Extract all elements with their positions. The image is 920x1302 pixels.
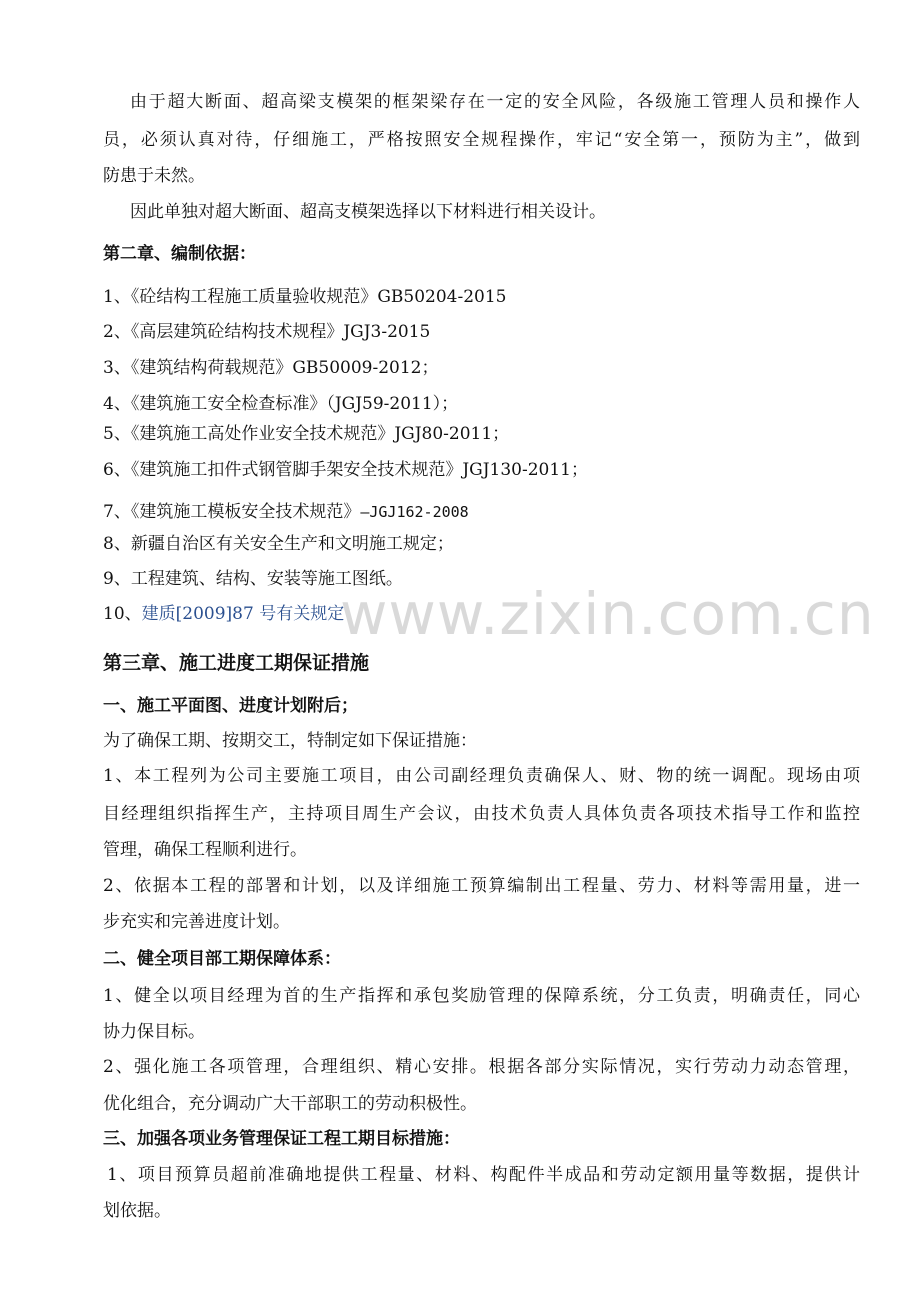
section-1-p2-line-1: 2、依据本工程的部署和计划，以及详细施工预算编制出工程量、劳力、材料等需用量，进一 bbox=[103, 876, 860, 896]
section-3-p1-line-1: 1、项目预算员超前准确地提供工程量、材料、构配件半成品和劳动定额用量等数据，提供计 bbox=[107, 1165, 860, 1185]
section-3-p1-line-2: 划依据。 bbox=[103, 1201, 171, 1221]
chapter-3-title: 第三章、施工进度工期保证措施 bbox=[103, 652, 370, 674]
section-1-p1-line-2: 目经理组织指挥生产，主持项目周生产会议，由技术负责人具体负责各项技术指导工作和监控 bbox=[103, 804, 860, 824]
section-2-p1-line-2: 协力保目标。 bbox=[103, 1022, 205, 1042]
basis-item-10-text: 建质[2009]87 号有关规定 bbox=[141, 604, 345, 624]
basis-item-7-title: 7、《建筑施工模板安全技术规范》 bbox=[103, 502, 361, 522]
basis-item-4: 4、《建筑施工安全检查标准》（JGJ59-2011）； bbox=[103, 394, 459, 414]
section-2-p2-line-2: 优化组合，充分调动广大干部职工的劳动积极性。 bbox=[103, 1094, 477, 1114]
section-1-title: 一、施工平面图、进度计划附后； bbox=[103, 696, 358, 716]
section-1-p2-line-2: 步充实和完善进度计划。 bbox=[103, 912, 290, 932]
basis-item-10-number: 10、 bbox=[103, 604, 142, 624]
basis-item-6: 6、《建筑施工扣件式钢管脚手架安全技术规范》JGJ130-2011； bbox=[103, 460, 588, 480]
basis-item-9: 9、工程建筑、结构、安装等施工图纸。 bbox=[103, 569, 403, 589]
section-3-title: 三、加强各项业务管理保证工程工期目标措施： bbox=[103, 1129, 460, 1149]
watermark: www.zixin.com.cn bbox=[340, 580, 875, 648]
intro-line-2: 员，必须认真对待，仔细施工，严格按照安全规程操作，牢记“安全第一，预防为主”，做到 bbox=[103, 130, 860, 150]
basis-item-1: 1、《砼结构工程施工质量验收规范》GB50204-2015 bbox=[103, 287, 507, 307]
section-1-p1-line-3: 管理，确保工程顺利进行。 bbox=[103, 840, 307, 860]
section-2-p1-line-1: 1、健全以项目经理为首的生产指挥和承包奖励管理的保障系统，分工负责，明确责任，同心 bbox=[103, 986, 860, 1006]
intro-line-3: 防患于未然。 bbox=[103, 166, 205, 186]
intro-line-1: 由于超大断面、超高梁支模架的框架梁存在一定的安全风险，各级施工管理人员和操作人 bbox=[130, 92, 860, 112]
section-1-intro: 为了确保工期、按期交工，特制定如下保证措施： bbox=[103, 731, 477, 751]
basis-item-7-code: —JGJ162-2008 bbox=[360, 503, 469, 521]
basis-item-5: 5、《建筑施工高处作业安全技术规范》JGJ80-2011； bbox=[103, 424, 510, 444]
basis-item-7 bbox=[103, 500, 469, 524]
basis-item-10 bbox=[103, 602, 344, 626]
basis-item-2: 2、《高层建筑砼结构技术规程》JGJ3-2015 bbox=[103, 322, 431, 342]
section-2-p2-line-1: 2、强化施工各项管理，合理组织、精心安排。根据各部分实际情况，实行劳动力动态管理， bbox=[103, 1057, 860, 1077]
section-2-title: 二、健全项目部工期保障体系： bbox=[103, 949, 341, 969]
basis-item-8: 8、新疆自治区有关安全生产和文明施工规定； bbox=[103, 534, 454, 554]
chapter-2-title: 第二章、编制依据： bbox=[103, 244, 256, 264]
intro-paragraph-2: 因此单独对超大断面、超高支模架选择以下材料进行相关设计。 bbox=[130, 202, 606, 222]
basis-item-3: 3、《建筑结构荷载规范》GB50009-2012； bbox=[103, 358, 439, 378]
section-1-p1-line-1: 1、本工程列为公司主要施工项目，由公司副经理负责确保人、财、物的统一调配。现场由项 bbox=[103, 766, 860, 786]
